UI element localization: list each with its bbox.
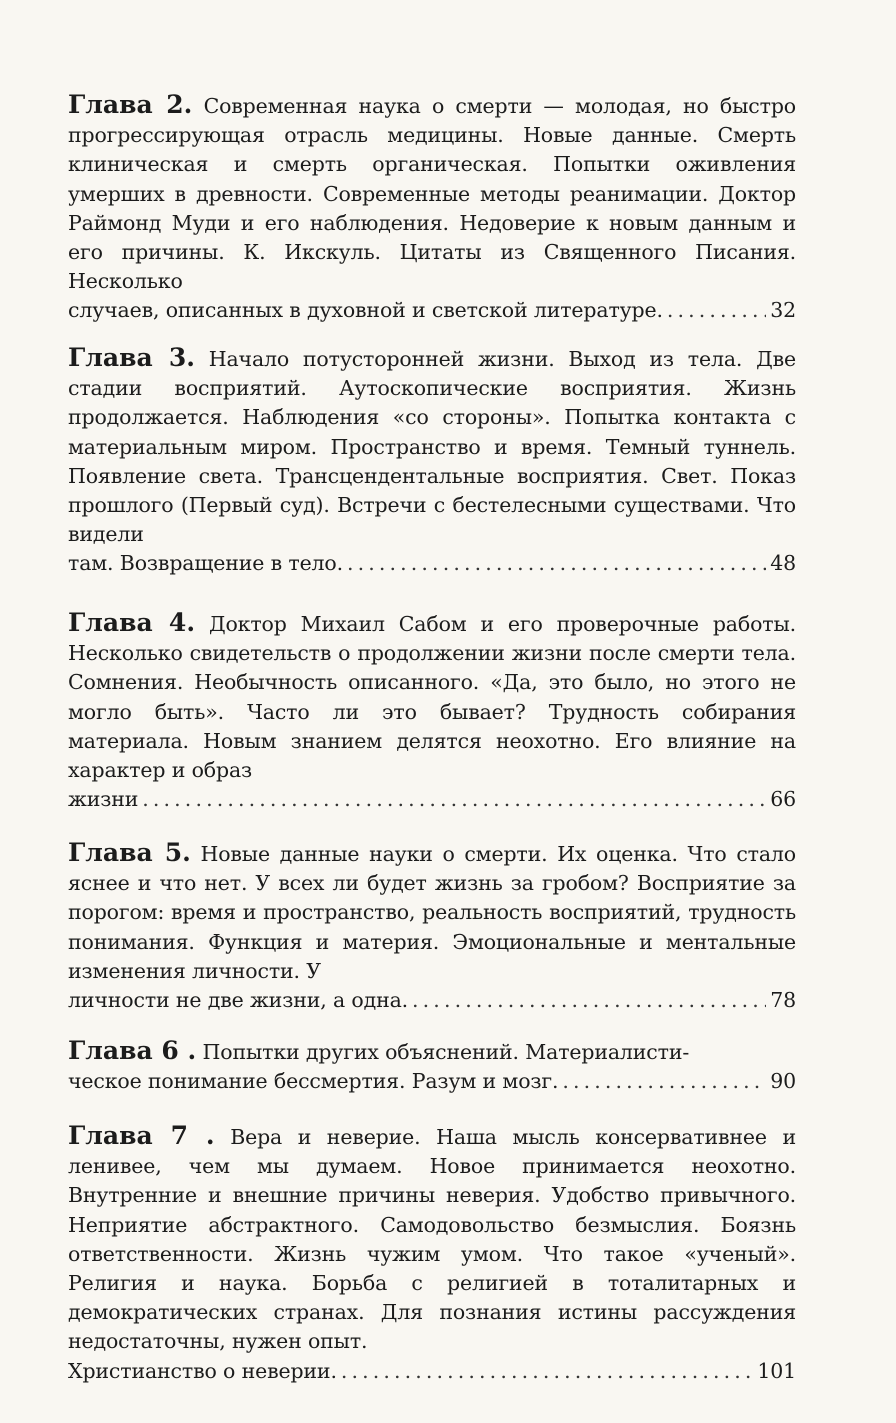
chapter-summary: Попытки других объяснений. Материалисти- [202, 1040, 690, 1064]
page-number: 32 [770, 298, 796, 323]
chapter-heading: Глава 3. [68, 343, 195, 372]
chapter-summary: Новые данные науки о смерти. Их оценка. Что стало яснее и что нет. У всех ли будет жизнь за гробом? Восприятие за порогом: время и пространство, реальность восприятий, трудность понимания. Функция и материя. Эмоциональные и ментальные изменения личности. У [68, 842, 796, 983]
chapter-summary-end: личности не две жизни, а одна. [68, 988, 409, 1013]
page-number: 66 [770, 787, 796, 812]
page-number: 48 [770, 551, 796, 576]
entry-body [68, 1121, 796, 1357]
chapter-summary: Начало потусторонней жизни. Выход из тела. Две стадии восприятий. Аутоскопические восприятия. Жизнь продолжается. Наблюдения «со стороны». Попытка контакта с материальным миром. Пространство и время. Темный туннель. Появление света. Трансцендентальные восприятия. Свет. Показ прошлого (Первый суд). Встречи с бестелесными существами. Что видели [68, 347, 796, 547]
entry-body [68, 1036, 796, 1067]
toc-entry-chapter-6 [68, 1036, 796, 1096]
entry-last-line [68, 1357, 796, 1386]
chapter-summary-end: там. Возвращение в тело. [68, 551, 343, 576]
dot-leader [562, 1067, 766, 1096]
chapter-heading: Глава 5. [68, 838, 191, 867]
toc-entry-chapter-4 [68, 608, 796, 814]
toc-entry-chapter-3 [68, 343, 796, 579]
dot-leader [347, 549, 766, 578]
chapter-summary: Современная наука о смерти — молодая, но быстро прогрессирующая отрасль медицины. Новые данные. Смерть клиническая и смерть органическая. Попытки оживления умерших в древности. Современные методы реанимации. Доктор Раймонд Муди и его наблюдения. Недоверие к новым данным и его причины. К. Икскуль. Цитаты из Священного Писания. Несколько [68, 94, 796, 294]
entry-body [68, 343, 796, 549]
chapter-heading: Глава 6 . [68, 1036, 197, 1065]
entry-last-line [68, 1067, 796, 1096]
chapter-summary: Доктор Михаил Сабом и его проверочные работы. Несколько свидетельств о продолжении жизни после смерти тела. Сомнения. Необычность описанного. «Да, это было, но этого не могло быть». Часто ли это бывает? Трудность собирания материала. Новым знанием делятся неохотно. Его влияние на характер и образ [68, 612, 796, 783]
dot-leader [667, 296, 766, 325]
chapter-summary-end: случаев, описанных в духовной и светской литературе. [68, 298, 663, 323]
entry-last-line [68, 296, 796, 325]
chapter-summary-end: жизни [68, 787, 139, 812]
entry-body [68, 608, 796, 785]
page-number: 90 [770, 1069, 796, 1094]
entry-body [68, 838, 796, 986]
page-number: 101 [757, 1358, 796, 1383]
chapter-summary-end: Христианство о неверии. [68, 1358, 337, 1383]
chapter-summary: Вера и неверие. Наша мысль консервативнее и ленивее, чем мы думаем. Новое принимается неохотно. Внутренние и внешние причины неверия. Удобство привычного. Неприятие абстрактного. Самодовольство безмыслия. Боязнь ответственности. Жизнь чужим умом. Что такое «ученый». Религия и наука. Борьба с религией в тоталитарных и демократических странах. Для познания истины рассуждения недостаточны, нужен опыт. [68, 1125, 796, 1354]
toc-entry-chapter-2 [68, 90, 796, 326]
toc-entry-chapter-7 [68, 1121, 796, 1386]
entry-body [68, 90, 796, 296]
chapter-heading: Глава 2. [68, 90, 193, 119]
dot-leader [341, 1357, 753, 1386]
chapter-heading: Глава 4. [68, 608, 196, 637]
entry-last-line [68, 549, 796, 578]
dot-leader [142, 785, 766, 814]
entry-last-line [68, 785, 796, 814]
chapter-summary-end: ческое понимание бессмертия. Разум и мозг. [68, 1069, 559, 1094]
chapter-heading: Глава 7 . [68, 1121, 215, 1150]
page-number: 78 [770, 988, 796, 1013]
entry-last-line [68, 986, 796, 1015]
dot-leader [412, 986, 766, 1015]
toc-entry-chapter-5 [68, 838, 796, 1015]
